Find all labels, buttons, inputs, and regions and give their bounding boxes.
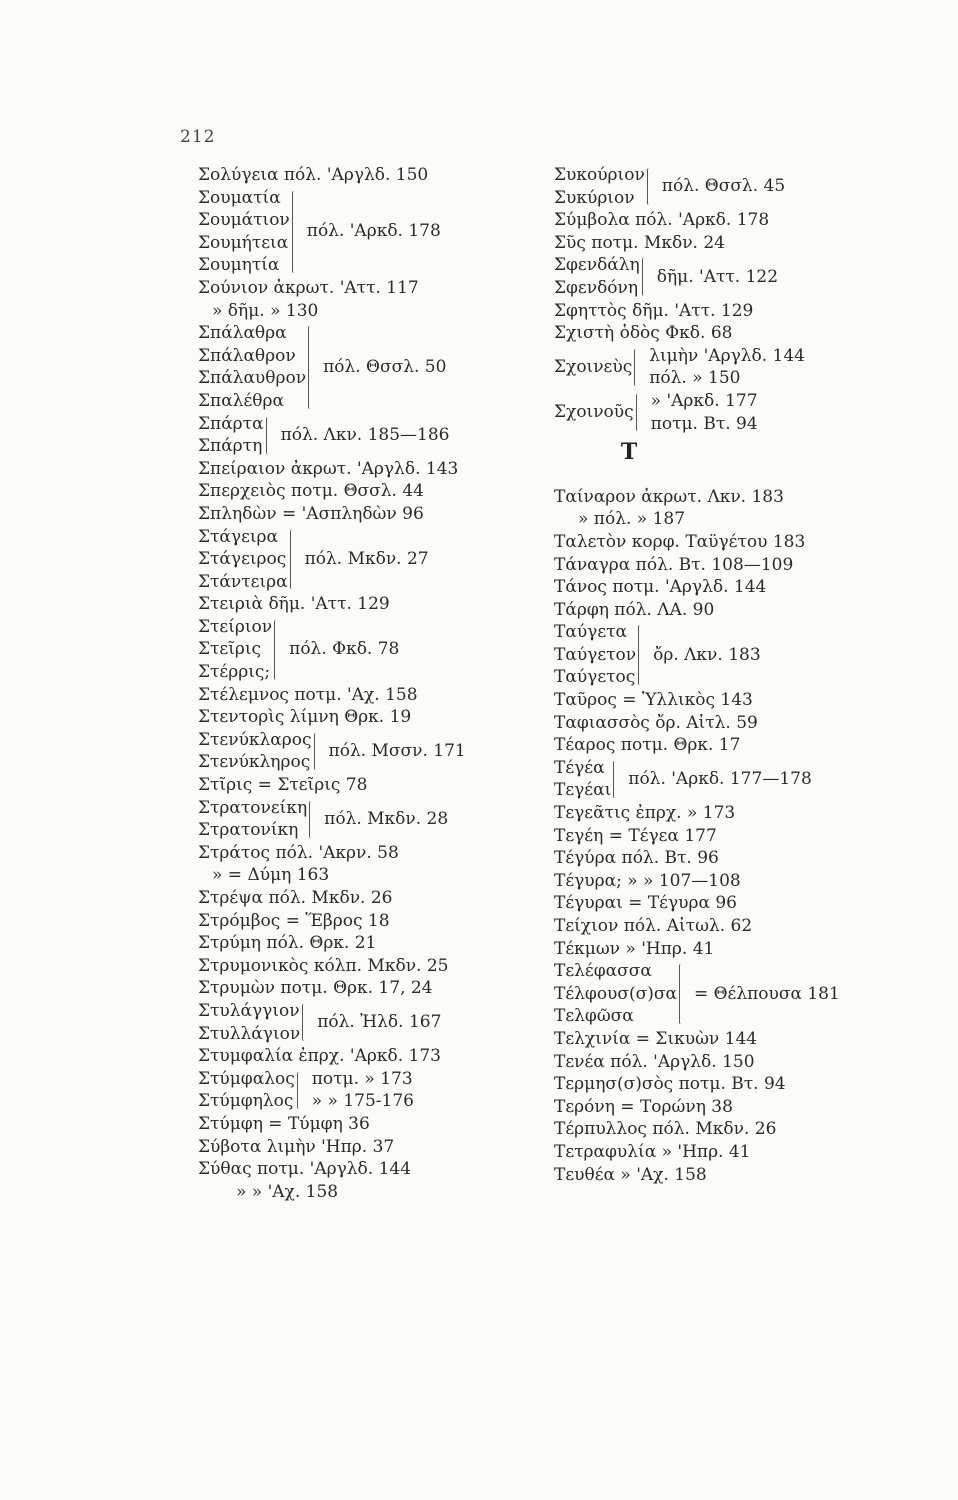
index-entry-name: Στάγειρα [198, 526, 279, 547]
index-entry-name: Στέρρις; [198, 662, 271, 683]
index-entry-name: Συκούριον [554, 165, 645, 185]
index-entry-name: Τέλφουσ(σ)σα [554, 983, 677, 1004]
index-entry-gloss: πόλ. 'Αρκδ. 178 [306, 221, 441, 242]
index-entry-name: Στρατονίκη [198, 820, 299, 841]
brace [638, 625, 645, 685]
index-entry: » » 'Αχ. 158 [236, 1181, 339, 1202]
index-entry: Σύμβολα πόλ. 'Αρκδ. 178 [554, 210, 770, 231]
index-entry-name: Σπαλέθρα [198, 390, 284, 411]
index-entry-name: Στυλλάγιον [198, 1023, 301, 1044]
index-entry: Στέλεμνος ποτμ. 'Αχ. 158 [198, 684, 418, 705]
index-entry-gloss: ὄρ. Λκν. 183 [653, 644, 761, 665]
index-entry: Σφηττὸς δῆμ. 'Αττ. 129 [554, 300, 754, 321]
index-entry-gloss: » 'Αρκδ. 177 [650, 390, 758, 411]
index-entry-name: Σουμάτιον [198, 210, 290, 231]
brace [274, 620, 281, 680]
index-entry-name: Σφενδάλη [554, 255, 640, 276]
index-entry-name: Σπάρτη [198, 436, 263, 457]
brace [613, 761, 620, 798]
index-entry: Τείχιον πόλ. Αἰτωλ. 62 [554, 916, 753, 936]
index-entry: Στρυμὼν ποτμ. Θρκ. 17, 24 [198, 978, 433, 999]
index-entry-gloss: πόλ. Θσσλ. 50 [323, 357, 447, 378]
index-entry: Τερόνη = Τορώνη 38 [554, 1096, 733, 1117]
index-entry-gloss: = Θέλπουσα 181 [693, 983, 840, 1004]
brace [634, 349, 641, 386]
index-entry-group [198, 413, 528, 458]
index-entry-name: Σουμήτεια [198, 232, 289, 253]
brace [642, 258, 649, 295]
index-column-right [554, 164, 884, 1186]
index-entry: Στειριὰ δῆμ. 'Αττ. 129 [198, 594, 390, 615]
brace [302, 1004, 309, 1041]
index-entry-name: Συκύριον [554, 187, 635, 208]
index-entry: Τεγέη = Τέγεα 177 [554, 825, 717, 846]
index-entry-gloss: πόλ. Μκδν. 28 [324, 808, 449, 829]
index-entry-gloss: πόλ. 'Αρκδ. 177—178 [628, 769, 812, 790]
index-entry-group [198, 187, 528, 277]
index-entry: Στράτος πόλ. 'Ακρν. 58 [198, 842, 399, 863]
index-entry: Ταφιασσὸς ὄρ. Αἰτλ. 59 [554, 712, 758, 733]
index-entry-gloss: λιμὴν 'Αργλδ. 144 [649, 345, 805, 366]
index-entry-name: Σπάλαθρα [198, 323, 287, 344]
index-entry: Τάνος ποτμ. 'Αργλδ. 144 [554, 577, 767, 598]
index-entry: Τέαρος ποτμ. Θρκ. 17 [554, 735, 741, 756]
index-entry: Τερμησ(σ)σὸς ποτμ. Βτ. 94 [554, 1074, 786, 1095]
index-entry: Στρόμβος = Ἕβρος 18 [198, 910, 390, 931]
index-entry: Σούνιον ἀκρωτ. 'Αττ. 117 [198, 277, 419, 298]
index-entry-group [198, 729, 528, 774]
index-entry: Τέγύρα πόλ. Βτ. 96 [554, 848, 719, 869]
index-entry-name: Στύμφαλος [198, 1068, 295, 1089]
index-entry: Σύθας ποτμ. 'Αργλδ. 144 [198, 1159, 412, 1180]
index-entry-name: Στύμφηλος [198, 1091, 294, 1112]
index-entry: Σύβοτα λιμὴν 'Ηπρ. 37 [198, 1136, 395, 1157]
index-entry-gloss: δῆμ. 'Αττ. 122 [656, 266, 779, 287]
index-entry: Σπερχειὸς ποτμ. Θσσλ. 44 [198, 481, 424, 502]
index-entry-name: Ταύγετος [554, 667, 636, 688]
section-heading: Τ [620, 439, 638, 466]
index-entry-group [554, 254, 884, 299]
index-entry-name: Σπάλαθρον [198, 345, 296, 366]
brace [297, 1072, 304, 1109]
index-entry: Σπληδὼν = 'Ασπληδὼν 96 [198, 503, 424, 524]
index-entry-gloss: » » 175-176 [311, 1091, 414, 1112]
index-entry-name: Σουμητία [198, 255, 280, 276]
index-entry-name: Στείριον [198, 616, 273, 637]
index-entry-name: Σφενδόνη [554, 277, 639, 298]
index-entry: Στυμφαλία ἐπρχ. 'Αρκδ. 173 [198, 1046, 441, 1067]
index-entry-gloss: πόλ. Μσσν. 171 [328, 741, 466, 762]
index-entry-group [198, 526, 528, 594]
index-entry: » πόλ. » 187 [578, 509, 686, 530]
index-entry: Στρυμονικὸς κόλπ. Μκδν. 25 [198, 955, 449, 976]
brace [636, 394, 643, 431]
index-entry: Σπείραιον ἀκρωτ. 'Αργλδ. 143 [198, 458, 459, 479]
index-entry-name: Σπάλαυθρον [198, 368, 307, 389]
index-entry: Ταίναρον ἀκρωτ. Λκν. 183 [554, 486, 784, 507]
index-entry: Τέγυραι = Τέγυρα 96 [554, 893, 737, 914]
index-entry: Σολύγεια πόλ. 'Αργλδ. 150 [198, 165, 429, 185]
index-entry-gloss: πόλ. Λκν. 185—186 [280, 424, 450, 445]
index-entry-name: Στάγειρος [198, 549, 287, 570]
brace [290, 530, 297, 590]
index-column-left [198, 164, 528, 1203]
index-entry: Τευθέα » 'Αχ. 158 [554, 1164, 707, 1185]
index-entry-group [198, 1000, 528, 1045]
index-entry-name: Στρατονείκη [198, 797, 308, 818]
index-entry-group [198, 797, 528, 842]
brace [314, 733, 321, 770]
index-entry: Σῦς ποτμ. Μκδν. 24 [554, 232, 725, 253]
index-entry-group [554, 621, 884, 689]
brace [308, 326, 315, 408]
index-entry-gloss: ποτμ. Βτ. 94 [650, 413, 758, 434]
page-number: 212 [180, 127, 216, 147]
index-entry-name: Σχοινοῦς [554, 402, 634, 423]
index-entry-gloss: πόλ. Θσσλ. 45 [661, 176, 786, 197]
index-entry-group [554, 960, 884, 1028]
index-entry: Ταῦρος = Ὑλλικὸς 143 [554, 690, 753, 711]
index-entry: Σχιστὴ ὁδὸς Φκδ. 68 [554, 323, 733, 344]
index-entry-name: Στάντειρα [198, 571, 288, 592]
index-entry-name: Στυλάγγιον [198, 1000, 300, 1021]
index-entry: Στεντορὶς λίμνη Θρκ. 19 [198, 707, 412, 728]
index-entry-gloss: ποτμ. » 173 [311, 1068, 413, 1089]
index-entry: Στρέψα πόλ. Μκδν. 26 [198, 888, 393, 908]
index-entry: Τέκμων » 'Ηπρ. 41 [554, 938, 715, 959]
index-entry-group [198, 1068, 528, 1113]
index-entry-name: Στενύκλαρος [198, 729, 312, 750]
brace [292, 191, 299, 273]
index-entry: Ταλετὸν κορφ. Ταϋγέτου 183 [554, 531, 806, 552]
index-entry-name: Στενύκληρος [198, 752, 311, 773]
index-entry-name: Ταύγετα [554, 622, 628, 643]
index-entry-name: Σουματία [198, 187, 281, 208]
index-entry-name: Ταύγετον [554, 644, 637, 665]
index-entry-group [554, 164, 884, 209]
index-entry-gloss: πόλ. Μκδν. 27 [304, 549, 429, 570]
index-entry-group [554, 390, 884, 435]
index-entry: » = Δύμη 163 [212, 865, 330, 886]
brace [266, 417, 273, 454]
index-entry: Τέγυρα; » » 107—108 [554, 870, 741, 891]
index-entry-gloss: πόλ. Ἠλδ. 167 [317, 1012, 442, 1033]
index-entry-group [198, 616, 528, 684]
index-entry-name: Στεῖρις [198, 639, 262, 660]
index-entry-group [554, 345, 884, 390]
index-entry: Τάρφη πόλ. ΛΑ. 90 [554, 599, 715, 620]
index-entry: Τεγεᾶτις ἐπρχ. » 173 [554, 803, 736, 824]
index-entry: » δῆμ. » 130 [212, 300, 319, 321]
index-entry: Τελχινία = Σικυὼν 144 [554, 1028, 758, 1049]
index-entry-name: Τελφῶσα [554, 1006, 634, 1027]
index-entry: Τενέα πόλ. 'Αργλδ. 150 [554, 1051, 755, 1072]
index-entry: Στύμφη = Τύμφη 36 [198, 1113, 370, 1134]
index-entry-gloss: πόλ. » 150 [649, 368, 741, 389]
index-entry-name: Τέγέα [554, 757, 605, 778]
index-entry-gloss: πόλ. Φκδ. 78 [289, 639, 400, 660]
index-entry: Τετραφυλία » 'Ηπρ. 41 [554, 1141, 751, 1162]
index-entry-name: Σπάρτα [198, 413, 264, 434]
index-entry: Στρύμη πόλ. Θρκ. 21 [198, 933, 377, 954]
index-entry-name: Τεγέαι [554, 780, 612, 801]
index-entry: Τέρπυλλος πόλ. Μκδν. 26 [554, 1119, 777, 1140]
brace [679, 964, 686, 1024]
index-entry-group [554, 757, 884, 802]
index-entry: Στῖρις = Στεῖρις 78 [198, 775, 368, 796]
index-entry: Τάναγρα πόλ. Βτ. 108—109 [554, 554, 794, 575]
index-entry-name: Τελέφασσα [554, 961, 652, 982]
brace [309, 801, 316, 838]
index-entry-name: Σχοινεὺς [554, 357, 633, 378]
brace [647, 168, 654, 205]
index-entry-group [198, 322, 528, 412]
